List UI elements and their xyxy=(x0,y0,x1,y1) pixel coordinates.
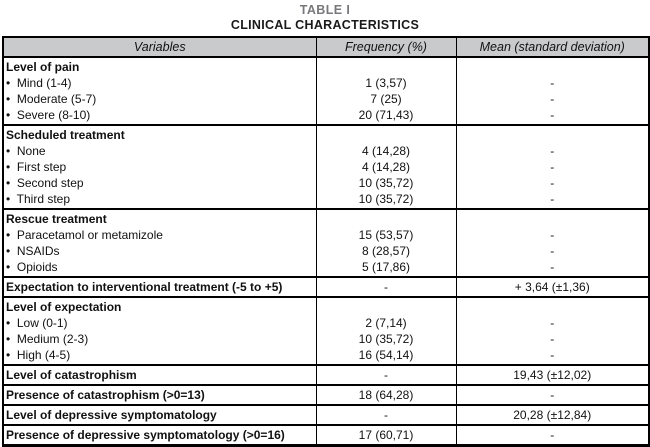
frequency-value: 4 (14,28) xyxy=(361,144,411,158)
frequency-value: 16 (54,14) xyxy=(358,348,414,362)
row-title: Expectation to interventional treatment (-5 to +5) xyxy=(6,280,283,294)
table-row xyxy=(3,277,649,297)
frequency-cell xyxy=(316,277,456,297)
mean-value: - xyxy=(550,332,555,346)
table-number: TABLE I xyxy=(299,3,351,17)
spacer-line xyxy=(319,299,454,315)
header-row xyxy=(3,37,649,57)
column-header-variables: Variables xyxy=(3,37,316,57)
mean-value: - xyxy=(550,92,555,106)
table-row xyxy=(3,385,649,405)
frequency-value: 17 (60,71) xyxy=(358,428,414,442)
spacer-line xyxy=(319,127,454,143)
mean-cell xyxy=(456,385,649,405)
bullet-item: • Opioids xyxy=(6,260,58,274)
mean-cell xyxy=(456,125,649,209)
bullet-item: • Severe (8-10) xyxy=(6,108,91,122)
frequency-value: 5 (17,86) xyxy=(361,260,411,274)
frequency-value: 18 (64,28) xyxy=(358,388,414,402)
mean-cell xyxy=(456,57,649,125)
spacer-line xyxy=(459,59,647,75)
mean-value: - xyxy=(550,260,555,274)
bullet-item: • Paracetamol or metamizole xyxy=(6,228,163,242)
group-title: Rescue treatment xyxy=(6,212,107,226)
frequency-cell xyxy=(316,425,456,446)
frequency-cell xyxy=(316,209,456,277)
variables-cell xyxy=(3,365,316,385)
row-title: Presence of catastrophism (>0=13) xyxy=(6,388,205,402)
frequency-value: 20 (71,43) xyxy=(358,108,414,122)
spacer-line xyxy=(319,211,454,227)
mean-value: - xyxy=(550,76,555,90)
table-title: CLINICAL CHARACTERISTICS xyxy=(230,18,420,32)
mean-value: - xyxy=(550,176,555,190)
bullet-item: • High (4-5) xyxy=(6,348,71,362)
spacer-line xyxy=(459,211,647,227)
mean-value: - xyxy=(550,316,555,330)
frequency-value: 8 (28,57) xyxy=(361,244,411,258)
bullet-item: • Medium (2-3) xyxy=(6,332,89,346)
frequency-value: - xyxy=(384,280,388,294)
mean-cell xyxy=(456,365,649,385)
frequency-value: - xyxy=(384,408,388,422)
frequency-value: 10 (35,72) xyxy=(358,176,414,190)
mean-value: - xyxy=(550,228,555,242)
mean-value: - xyxy=(550,192,555,206)
mean-cell xyxy=(456,277,649,297)
frequency-cell xyxy=(316,57,456,125)
mean-cell xyxy=(456,405,649,425)
group-title: Level of expectation xyxy=(6,300,122,314)
bullet-item: • Mind (1-4) xyxy=(6,76,72,90)
bullet-item: • Moderate (5-7) xyxy=(6,92,97,106)
row-title: Level of depressive symptomatology xyxy=(6,408,217,422)
mean-value: 19,43 (±12,02) xyxy=(513,368,592,382)
bullet-item: • None xyxy=(6,144,46,158)
table-row xyxy=(3,125,649,209)
frequency-value: 15 (53,57) xyxy=(358,228,414,242)
table-row xyxy=(3,365,649,385)
bullet-item: • Third step xyxy=(6,192,71,206)
table-body xyxy=(3,57,649,446)
group-title: Scheduled treatment xyxy=(6,128,125,142)
mean-value: - xyxy=(550,244,555,258)
spacer-line xyxy=(459,299,647,315)
frequency-cell xyxy=(316,297,456,365)
row-title: Level of catastrophism xyxy=(6,368,137,382)
frequency-cell xyxy=(316,405,456,425)
table-row xyxy=(3,405,649,425)
group-title: Level of pain xyxy=(6,60,80,74)
mean-value: - xyxy=(550,108,555,122)
mean-value: 20,28 (±12,84) xyxy=(513,408,592,422)
table-caption xyxy=(0,0,650,33)
table-row xyxy=(3,57,649,125)
mean-cell xyxy=(456,209,649,277)
variables-cell xyxy=(3,385,316,405)
mean-value: - xyxy=(550,428,555,442)
frequency-cell xyxy=(316,365,456,385)
frequency-value: 10 (35,72) xyxy=(358,332,414,346)
frequency-value: 2 (7,14) xyxy=(365,316,407,330)
table-row xyxy=(3,209,649,277)
mean-value: - xyxy=(550,144,555,158)
mean-value: - xyxy=(550,388,555,402)
frequency-value: 1 (3,57) xyxy=(365,76,407,90)
frequency-value: - xyxy=(384,368,388,382)
column-header-frequency: Frequency (%) xyxy=(316,37,456,57)
mean-cell xyxy=(456,425,649,446)
bullet-item: • NSAIDs xyxy=(6,244,60,258)
clinical-characteristics-table xyxy=(2,36,650,447)
variables-cell xyxy=(3,297,316,365)
frequency-cell xyxy=(316,125,456,209)
variables-cell xyxy=(3,425,316,446)
spacer-line xyxy=(459,127,647,143)
spacer-line xyxy=(319,59,454,75)
variables-cell xyxy=(3,125,316,209)
mean-value: - xyxy=(550,160,555,174)
column-header-mean: Mean (standard deviation) xyxy=(456,37,649,57)
bullet-item: • Low (0-1) xyxy=(6,316,68,330)
mean-value: + 3,64 (±1,36) xyxy=(514,280,590,294)
row-title: Presence of depressive symptomatology (>0=16) xyxy=(6,428,285,442)
variables-cell xyxy=(3,277,316,297)
frequency-value: 7 (25) xyxy=(370,92,402,106)
bullet-item: • First step xyxy=(6,160,67,174)
variables-cell xyxy=(3,57,316,125)
frequency-value: 10 (35,72) xyxy=(358,192,414,206)
bullet-item: • Second step xyxy=(6,176,84,190)
mean-value: - xyxy=(550,348,555,362)
table-row xyxy=(3,425,649,446)
table-row xyxy=(3,297,649,365)
variables-cell xyxy=(3,209,316,277)
mean-cell xyxy=(456,297,649,365)
variables-cell xyxy=(3,405,316,425)
frequency-cell xyxy=(316,385,456,405)
frequency-value: 4 (14,28) xyxy=(361,160,411,174)
